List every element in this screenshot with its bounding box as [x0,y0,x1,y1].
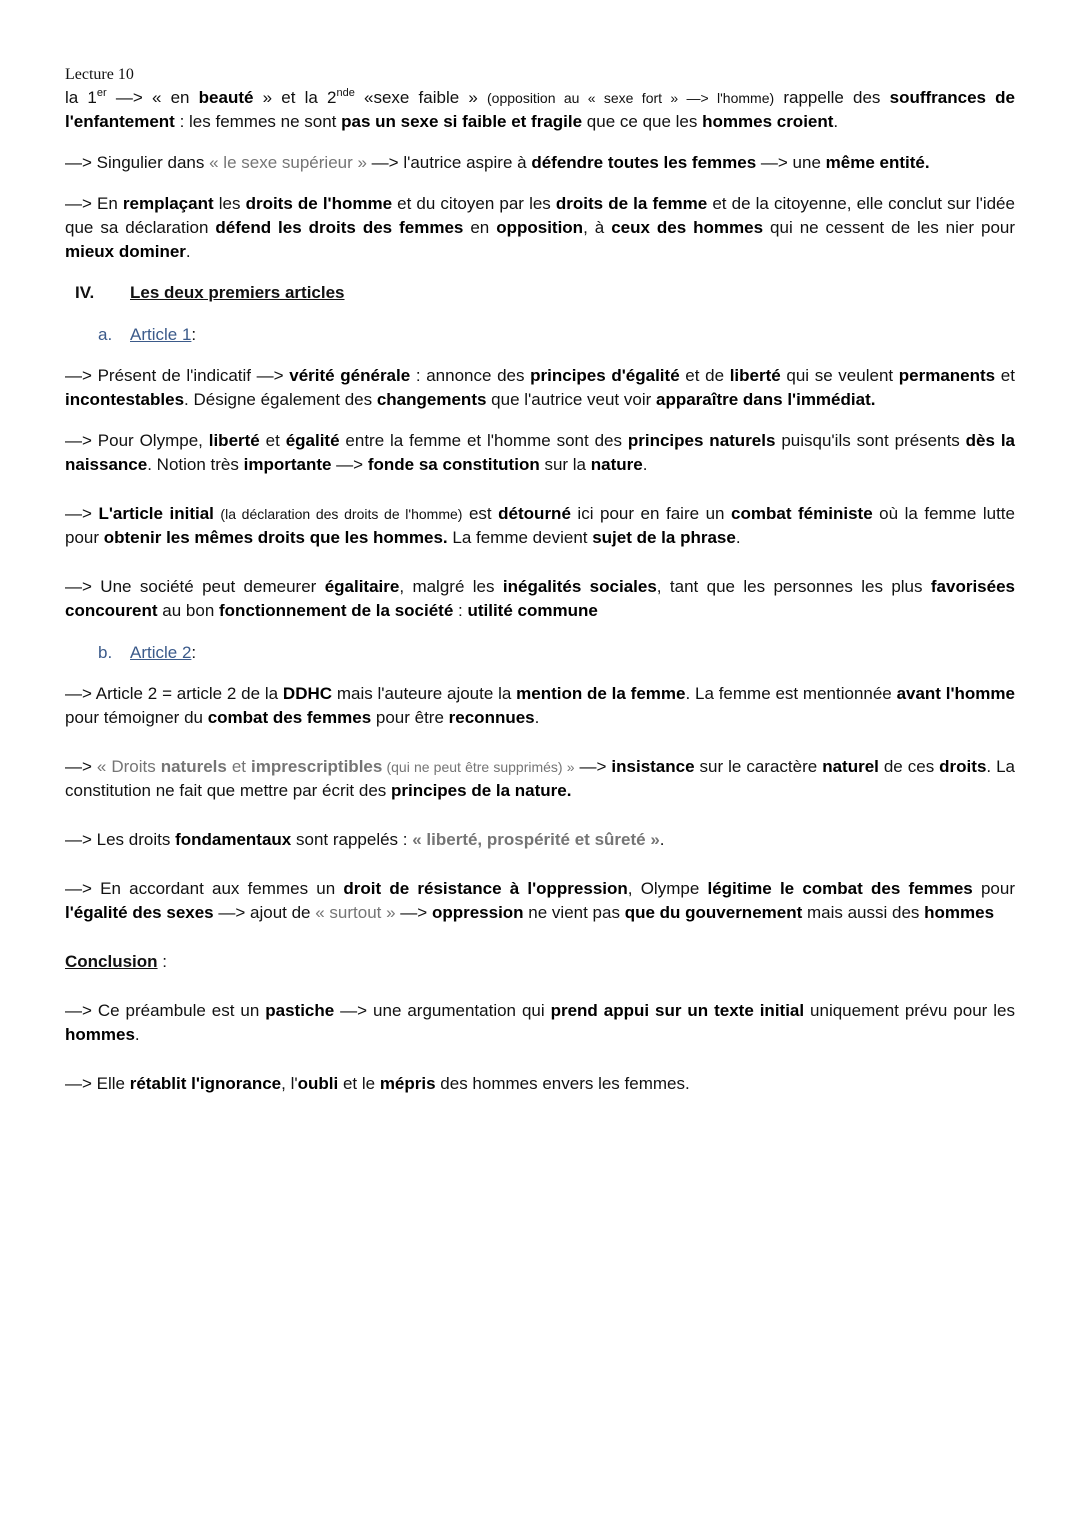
paragraph-remplacant: —> En remplaçant les droits de l'homme et du citoyen par les droits de la femme et de la citoyenne, elle conclut sur l'idée que sa déclaration défend les droits des femmes en opposition, à ceux des hommes qui ne cessent de les nier pour mieux dominer. [65,194,1016,261]
section-number: IV. [75,283,95,302]
paragraph-pastiche: —> Ce préambule est un pastiche —> une argumentation qui prend appui sur un texte initial uniquement prévu pour les hommes. [65,1001,1015,1044]
paragraph-present-indicatif: —> Présent de l'indicatif —> vérité générale : annonce des principes d'égalité et de liberté qui se veulent permanents et incontestables. Désigne également des changements que l'autrice veut voir apparaître dans l'immédiat. [65,366,1015,409]
subheading-title: Article 2 [130,643,192,662]
paragraph-sexe-faible: la 1er —> « en beauté » et la 2nde «sexe faible » (opposition au « sexe fort » —> l'homme) rappelle des souffrances de l'enfantement : les femmes ne sont pas un sexe si faible et fragile que ce que les hommes croient. [65,87,1015,131]
subheading-article-1: a. Article 1 : [65,323,1015,347]
paragraph-ignorance: —> Elle rétablit l'ignorance, l'oubli et le mépris des hommes envers les femmes. [65,1074,690,1093]
subheading-article-2: b. Article 2 : [65,641,1015,665]
subheading-letter: a. [98,325,113,344]
paragraph-droit-resistance: —> En accordant aux femmes un droit de résistance à l'oppression, Olympe légitime le combat des femmes pour l'égalité des sexes —> ajout de « surtout » —> oppression ne vient pas que du gouvernement mais aussi des hommes [65,879,1015,922]
conclusion-title: Conclusion [65,952,158,971]
subheading-letter: b. [98,643,113,662]
paragraph-principes-naturels: —> Pour Olympe, liberté et égalité entre la femme et l'homme sont des principes naturels puisqu'ils sont présents dès la naissance. Notion très importante —> fonde sa constitution sur la nature. [65,431,1015,474]
subheading-title: Article 1 [130,325,192,344]
paragraph-societe-egalitaire: —> Une société peut demeurer égalitaire, malgré les inégalités sociales, tant que les personnes les plus favorisées concourent au bon fonctionnement de la société : utilité commune [65,577,1016,620]
lecture-header: Lecture 10 [65,66,134,83]
section-title: Les deux premiers articles [130,283,345,302]
paragraph-singulier: —> Singulier dans « le sexe supérieur » —> l'autrice aspire à défendre toutes les femmes —> une même entité. [65,153,930,172]
paragraph-ddhc: —> Article 2 = article 2 de la DDHC mais l'auteure ajoute la mention de la femme. La femme est mentionnée avant l'homme pour témoigner du combat des femmes pour être reconnues. [65,684,1015,727]
paragraph-droits-fondamentaux: —> Les droits fondamentaux sont rappelés : « liberté, prospérité et sûreté ». [65,830,665,849]
paragraph-droits-naturels: —> « Droits naturels et imprescriptibles (qui ne peut être supprimés) » —> insistance sur le caractère naturel de ces droits. La constitution ne fait que mettre par écrit des principes de la nature. [65,757,1016,800]
conclusion-heading: Conclusion : [65,952,168,971]
section-heading-iv [65,281,1015,305]
paragraph-article-initial: —> L'article initial (la déclaration des droits de l'homme) est détourné ici pour en faire un combat féministe où la femme lutte pour obtenir les mêmes droits que les hommes. La femme devient sujet de la phrase. [65,504,1015,547]
